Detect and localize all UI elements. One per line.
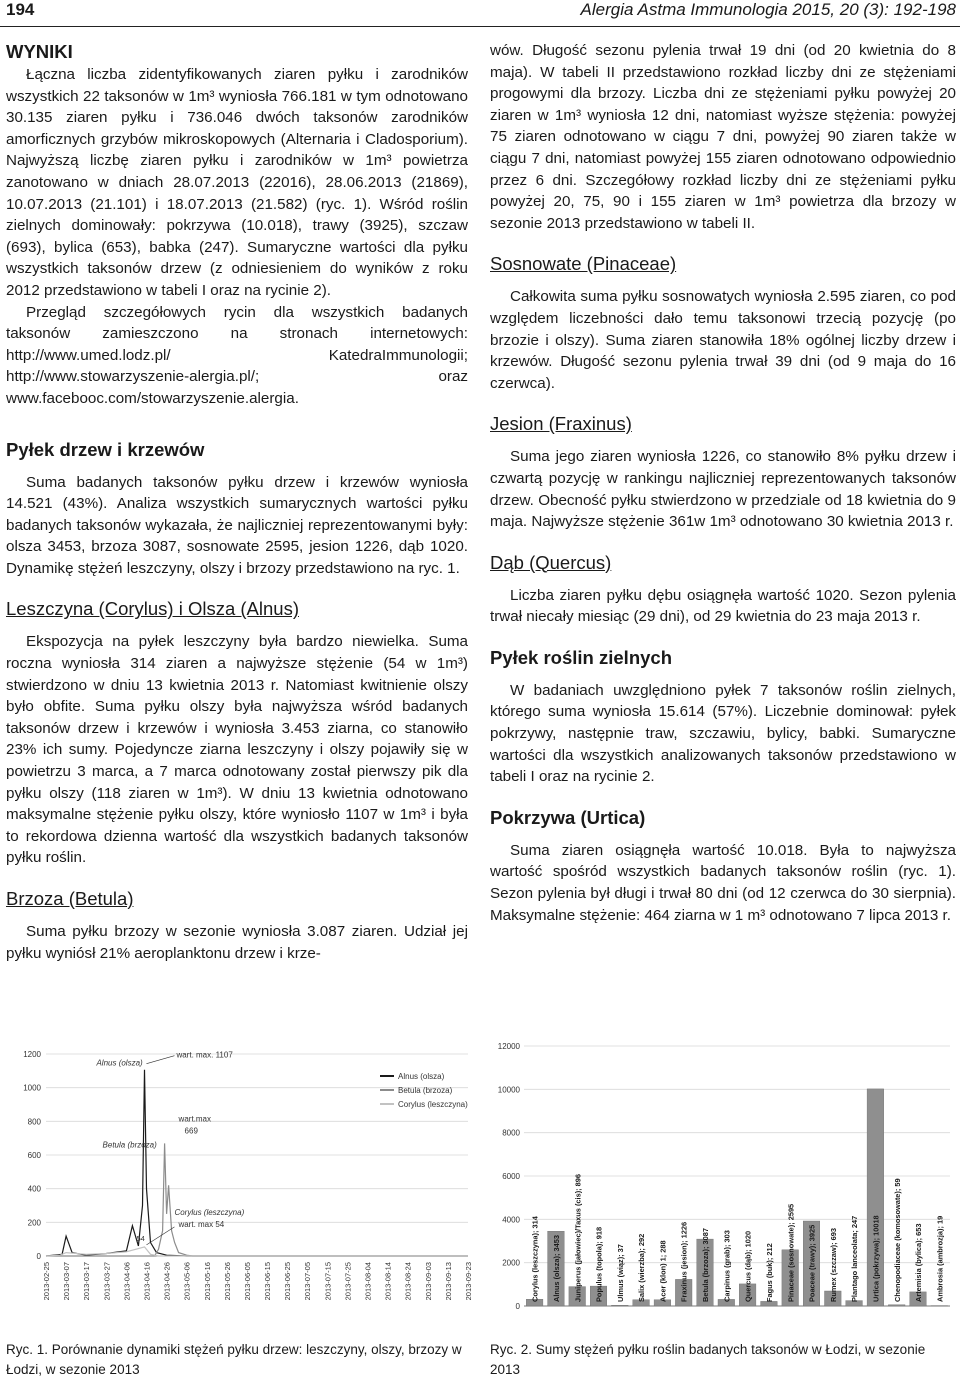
y-tick-label: 800 xyxy=(27,1117,41,1127)
line-chart-trees xyxy=(6,1030,476,1320)
x-tick-label: 2013-06-15 xyxy=(263,1262,273,1301)
bar-label: Plantago lanceolata; 247 xyxy=(850,1215,860,1302)
annotation-leader xyxy=(146,1056,174,1064)
x-tick-label: 2013-06-05 xyxy=(242,1262,252,1301)
series-line xyxy=(46,1247,468,1256)
x-tick-label: 2013-04-26 xyxy=(162,1262,172,1301)
y-tick-label: 200 xyxy=(27,1218,41,1228)
bar-label: Poaceae (trawy); 3925 xyxy=(807,1224,817,1302)
bar-label: Rumex (szczaw); 693 xyxy=(828,1228,838,1302)
annotation-label: 54 xyxy=(136,1233,145,1243)
paragraph: W badaniach uwzględniono pyłek 7 taksonów roślin zielnych, którego suma wyniosła 15.614 (57%). Liczebnie dominował: pyłek pokrzywy, następnie traw, szczawiu, bylicy, babki. Sumaryczne wartości dla wszystkich analizowanych taksonów przedstawiono w tabeli I oraz na rycinie 2. xyxy=(490,681,956,786)
bar-label: Quercus (dąb); 1020 xyxy=(743,1230,753,1302)
bar-label: Populus (topola); 918 xyxy=(594,1226,604,1302)
bar-label: Carpinus (grab); 303 xyxy=(722,1230,732,1302)
y-tick-label: 12000 xyxy=(497,1042,520,1051)
paragraph: Suma badanych taksonów pyłku drzew i krzewów wyniosła 14.521 (43%). Analiza wszystkich sumarycznych wartości pyłku badanych taksonów wykazała, że najliczniej reprezentowanymi były: olsza 3453, brzoza 3087, sosnowate 2595, jesion 1226, dąb 1020. Dynamikę stężeń leszczyny, olszy i brzozy przedstawiono na ryc. 1. xyxy=(6,473,468,577)
y-tick-label: 2000 xyxy=(502,1258,520,1268)
subsection-title-quercus: Dąb (Quercus) xyxy=(490,551,612,573)
series-line xyxy=(46,1143,468,1256)
bar-label: Chenopodiaceae (komosowate); 59 xyxy=(892,1178,902,1302)
annotation-label: Alnus (olsza) xyxy=(96,1058,143,1068)
y-tick-label: 1000 xyxy=(23,1083,41,1093)
bar xyxy=(612,1305,629,1306)
annotation-label: Corylus (leszczyna) xyxy=(174,1207,245,1217)
paragraph: Całkowita suma pyłku sosnowatych wyniosła 2.595 ziaren, co pod względem liczebności dało temu taksonowi trzecią pozycję (po brzozie i olszy). Suma ziaren stanowiła 18% ogólnej liczby drzew i krzewów. Długość sezonu pylenia trwał 39 dni (od 9 maja do 16 czerwca). xyxy=(490,288,956,392)
paragraph: wów. Długość sezonu pylenia trwał 19 dni (od 20 kwietnia do 8 maja). W tabeli II przedstawiono rozkład liczby dni ze stężeniami progowymi dla brzozy. Liczba dni ze stężeniami pyłku powyżej 20 ziaren w 1m³ wyniosła 12 dni, natomiast wyższe stężenia: powyżej 75 ziaren odnotowano w ciągu 7 dni, powyżej 90 ziaren także w ciągu 7 dni, natomiast powyżej 155 ziaren odnotowano odpowiednio przez 6 dni. Szczegółowy rozkład liczby dni ze stężeniami pyłku powyżej 20, 75, 90 i 155 ziaren w 1m³ powietrza dla brzozy w sezonie 2013 przedstawiono w tabeli II. xyxy=(490,42,956,232)
section-title-trees: Pyłek drzew i krzewów xyxy=(6,438,205,460)
x-tick-label: 2013-06-25 xyxy=(283,1262,293,1301)
right-column xyxy=(490,40,956,926)
bar xyxy=(888,1305,905,1306)
annotation-label: wart.max xyxy=(178,1114,212,1124)
x-tick-label: 2013-09-03 xyxy=(423,1262,433,1301)
bar-label: Betula (brzoza); 3087 xyxy=(701,1228,710,1302)
bar-chart-taxa xyxy=(490,1030,956,1320)
bar-label: Salix (wierzba); 292 xyxy=(637,1233,647,1302)
bar-label: Alnus (olsza); 3453 xyxy=(552,1235,561,1302)
paragraph: Łączna liczba zidentyfikowanych ziaren pyłku i zarodników wszystkich 22 taksonów w 1m³ wyniosła 766.181 w tym odnotowano 30.135 ziaren pyłku i 736.046 dwóch taksonów zarodników amorficznych grzybów mikroskopowych (Alternaria i Cladosporium). Najwyższą liczbę ziaren pyłku i zarodników w 1m³ powietrza zanotowano w dniach 28.07.2013 (22016), 28.06.2013 (21869), 10.07.2013 (21.101) i 18.07.2013 (21.582) (ryc. 1). Wśród roślin zielnych dominowały: pokrzywa (10.018), trawy (3925), szczaw (693), bylica (653), babka (247). Sumaryczne wartości dla pyłku wszystkich taksonów drzew (z odniesieniem do wyników z roku 2012 przedstawiono w tabeli I oraz na rycinie 2). xyxy=(6,66,468,299)
section-title-urtica: Pokrzywa (Urtica) xyxy=(490,806,646,828)
y-tick-label: 0 xyxy=(515,1302,520,1311)
page-number: 194 xyxy=(6,0,35,19)
bar-label: Acer (klon) 1; 288 xyxy=(658,1240,668,1302)
x-tick-label: 2013-02-25 xyxy=(42,1262,51,1301)
x-tick-label: 2013-05-06 xyxy=(182,1262,192,1301)
annotation-label: Betula (brzoza) xyxy=(102,1140,157,1150)
annotation-label: wart. max 54 xyxy=(178,1219,225,1229)
page-header xyxy=(0,0,960,30)
paragraph: Suma ziaren osiągnęła wartość 10.018. Była to najwyższa wartość spośród wszystkich badanych taksonów roślin (ryc. 1). Sezon pylenia był długi i trwał 80 dni (od 12 czerwca do 30 sierpnia). Maksymalne stężenie: 464 ziarna w 1 m³ odnotowano 7 lipca 2013 r. xyxy=(490,841,956,924)
x-tick-label: 2013-08-24 xyxy=(403,1262,413,1301)
figure-1 xyxy=(6,1030,476,1320)
bar-label: Artemisia (bylica); 653 xyxy=(914,1223,924,1302)
y-tick-label: 4000 xyxy=(502,1215,520,1225)
journal-citation: Alergia Astma Immunologia 2015, 20 (3): 192-198 xyxy=(580,0,956,19)
x-tick-label: 2013-03-27 xyxy=(102,1262,112,1301)
y-tick-label: 1200 xyxy=(23,1050,41,1059)
subsection-title-pinaceae: Sosnowate (Pinaceae) xyxy=(490,253,677,275)
section-title-wyniki: WYNIKI xyxy=(6,41,73,62)
paragraph: Suma pyłku brzozy w sezonie wyniosła 3.087 ziaren. Udział jej pyłku wyniósł 21% aeroplanktonu drzew i krze- xyxy=(6,923,468,962)
y-tick-label: 400 xyxy=(27,1184,41,1194)
x-tick-label: 2013-05-16 xyxy=(202,1262,212,1301)
x-tick-label: 2013-04-06 xyxy=(122,1262,132,1301)
x-tick-label: 2013-04-16 xyxy=(142,1262,152,1301)
x-tick-label: 2013-09-23 xyxy=(464,1262,473,1301)
y-tick-label: 0 xyxy=(36,1252,41,1261)
paragraph: Ekspozycja na pyłek leszczyny była bardzo niewielka. Suma roczna wyniosła 314 ziaren a najwyższe stężenie (54 w 1m³) stwierdzono w dniu 13 kwietnia 2013 r. Natomiast kwitnienie olszy było obfite. Suma pyłku olszy była najwyższa wśród badanych taksonów drzew i krzewów i wyniosła 3.453 ziarna, co stanowiło 23% ich sumy. Pojedyncze ziarna leszczyny i olszy pojawiły się w powietrzu 3 marca, a 7 marca odnotowany został pierwszy pik dla pyłku olszy (118 ziaren w 1m³). W dniu 13 kwietnia odnotowano maksymalne stężenie pyłku olszy, które wyniosło 1107 w 1m³ i była to rekordowa dzienna wartość dla wszystkich badanych taksonów pyłku roślin. xyxy=(6,633,468,867)
left-column xyxy=(6,40,468,964)
y-tick-label: 8000 xyxy=(502,1128,520,1138)
section-title-herbs: Pyłek roślin zielnych xyxy=(490,646,672,668)
subsection-title-corylus-alnus: Leszczyna (Corylus) i Olsza (Alnus) xyxy=(6,598,299,620)
x-tick-label: 2013-03-07 xyxy=(62,1262,72,1301)
figure-1-caption: Ryc. 1. Porównanie dynamiki stężeń pyłku drzew: leszczyny, olszy, brzozy w Łodzi, w sezonie 2013 xyxy=(6,1342,462,1377)
x-tick-label: 2013-03-17 xyxy=(82,1262,92,1301)
legend-label: Corylus (leszczyna) xyxy=(398,1100,468,1109)
bar-label: Fagus (buk); 212 xyxy=(765,1243,774,1302)
x-tick-label: 2013-08-04 xyxy=(363,1262,373,1301)
bar-label: Ambrosia (ambrozja); 19 xyxy=(935,1215,945,1302)
x-tick-label: 2013-07-05 xyxy=(303,1262,313,1301)
y-tick-label: 600 xyxy=(27,1151,41,1160)
bar-label: Pinaceae (sosnowate); 2595 xyxy=(786,1203,796,1302)
subsection-title-fraxinus: Jesion (Fraxinus) xyxy=(490,413,632,435)
bar-label: Corylus (leszczyna); 314 xyxy=(530,1216,540,1302)
series-line xyxy=(46,1070,468,1256)
subsection-title-betula: Brzoza (Betula) xyxy=(6,888,134,909)
x-tick-label: 2013-09-13 xyxy=(443,1262,453,1301)
y-tick-label: 10000 xyxy=(497,1085,520,1095)
figure-2-caption: Ryc. 2. Sumy stężeń pyłku roślin badanych taksonów w Łodzi, w sezonie 2013 xyxy=(490,1342,926,1377)
figure-2 xyxy=(490,1030,956,1320)
bar-label: Ulmus (wiąz); 37 xyxy=(615,1244,625,1302)
x-tick-label: 2013-07-25 xyxy=(343,1262,353,1301)
x-tick-label: 2013-08-14 xyxy=(383,1262,393,1301)
header-rule xyxy=(0,26,960,27)
bar-label: Juniperus (jałowiec)/Taxus (cis); 896 xyxy=(573,1173,583,1302)
y-tick-label: 6000 xyxy=(502,1172,520,1181)
annotation-label: wart. max. 1107 xyxy=(176,1050,233,1060)
legend-label: Betula (brzoza) xyxy=(398,1086,453,1095)
legend-label: Alnus (olsza) xyxy=(398,1072,445,1081)
bar-label: Fraxinus (jesion); 1226 xyxy=(679,1221,689,1302)
x-tick-label: 2013-05-26 xyxy=(222,1262,232,1301)
annotation-label: 669 xyxy=(184,1126,198,1136)
bar-label: Urtica (pokrzywa); 10018 xyxy=(871,1215,881,1302)
x-tick-label: 2013-07-15 xyxy=(323,1262,333,1301)
paragraph: Liczba ziaren pyłku dębu osiągnęła wartość 1020. Sezon pylenia trwał niecały miesiąc (29 dni), od 29 kwietnia do 23 maja 2013 r. xyxy=(490,586,956,626)
paragraph: Przegląd szczegółowych rycin dla wszystkich badanych taksonów zamieszczono na stronach internetowych: http://www.umed.lodz.pl/ KatedraImmunologii; http://www.stowarzyszenie-alergia.pl/; oraz www.faceboоc.com/stowarzyszenie.alergia. xyxy=(6,303,468,407)
paragraph: Suma jego ziaren wyniosła 1226, co stanowiło 8% pyłku drzew i czwartą pozycję w rankingu najliczniej reprezentowanych taksonów drzew. Obecność pyłku stwierdzono w przedziale od 18 kwietnia do 9 maja. Najwyższe stężenie 361w 1m³ odnotowano 30 kwietnia 2013 r. xyxy=(490,448,956,531)
